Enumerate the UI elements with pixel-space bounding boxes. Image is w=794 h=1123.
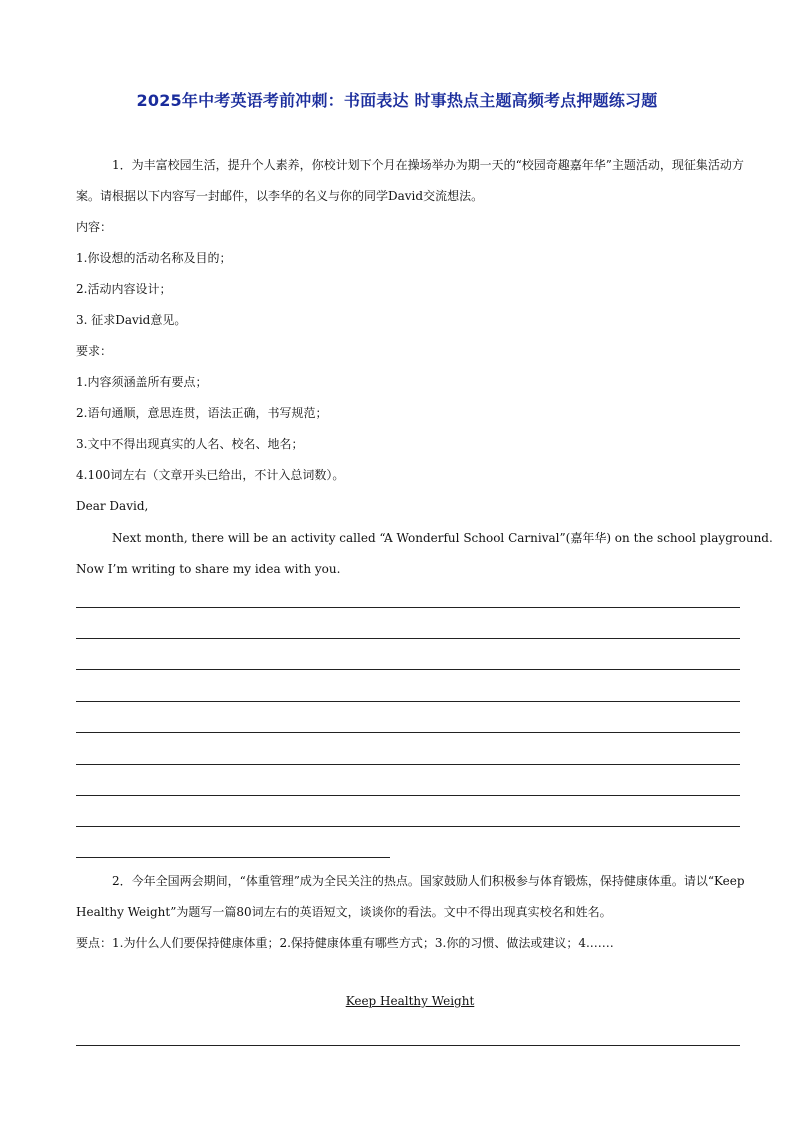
answer-line[interactable] bbox=[76, 669, 740, 670]
question-1-prompt: 1．为丰富校园生活，提升个人素养，你校计划下个月在操场举办为期一天的“校园奇趣嘉年华”主题活动，现征集活动方案。请根据以下内容写一封邮件，以李华的名义与你的同学David交流想法。 bbox=[76, 158, 744, 203]
content-item: 3. 征求David意见。 bbox=[76, 313, 187, 327]
content-label: 内容： bbox=[76, 220, 113, 234]
answer-line[interactable] bbox=[76, 638, 740, 639]
requirement-item: 3.文中不得出现真实的人名、校名、地名； bbox=[76, 437, 304, 451]
answer-line[interactable] bbox=[76, 732, 740, 733]
answer-line[interactable] bbox=[76, 701, 740, 702]
content-item: 2.活动内容设计； bbox=[76, 282, 172, 296]
requirements-label: 要求： bbox=[76, 344, 113, 358]
answer-line[interactable] bbox=[76, 607, 740, 608]
question-2 bbox=[76, 866, 746, 959]
letter-opening-continued: Now I’m writing to share my idea with you. bbox=[76, 562, 341, 576]
question-1 bbox=[76, 150, 773, 584]
answer-line[interactable] bbox=[76, 1045, 740, 1046]
question-2-prompt: 2．今年全国两会期间，“体重管理”成为全民关注的热点。国家鼓励人们积极参与体育锻炼，保持健康体重。请以“Keep Healthy Weight”为题写一篇80词左右的英语短文，谈谈你的看法。文中不得出现真实校名和姓名。 bbox=[76, 874, 745, 919]
page-title: 2025年中考英语考前冲刺：书面表达 时事热点主题高频考点押题练习题 bbox=[136, 91, 658, 110]
answer-line[interactable] bbox=[76, 764, 740, 765]
essay-title: Keep Healthy Weight bbox=[345, 994, 475, 1008]
answer-line[interactable] bbox=[76, 826, 740, 827]
requirement-item: 1.内容须涵盖所有要点； bbox=[76, 375, 208, 389]
letter-greeting: Dear David, bbox=[76, 499, 149, 513]
answer-line[interactable] bbox=[76, 795, 740, 796]
letter-opening: Next month, there will be an activity called “A Wonderful School Carnival”(嘉年华) on the school playground. bbox=[112, 531, 773, 545]
content-item: 1.你设想的活动名称及目的； bbox=[76, 251, 232, 265]
answer-line-short[interactable] bbox=[76, 857, 390, 858]
requirement-item: 2.语句通顺，意思连贯，语法正确，书写规范； bbox=[76, 406, 328, 420]
requirement-item: 4.100词左右（文章开头已给出，不计入总词数）。 bbox=[76, 468, 345, 482]
question-2-points: 要点：1.为什么人们要保持健康体重；2.保持健康体重有哪些方式；3.你的习惯、做法或建议；4.…… bbox=[76, 936, 614, 950]
